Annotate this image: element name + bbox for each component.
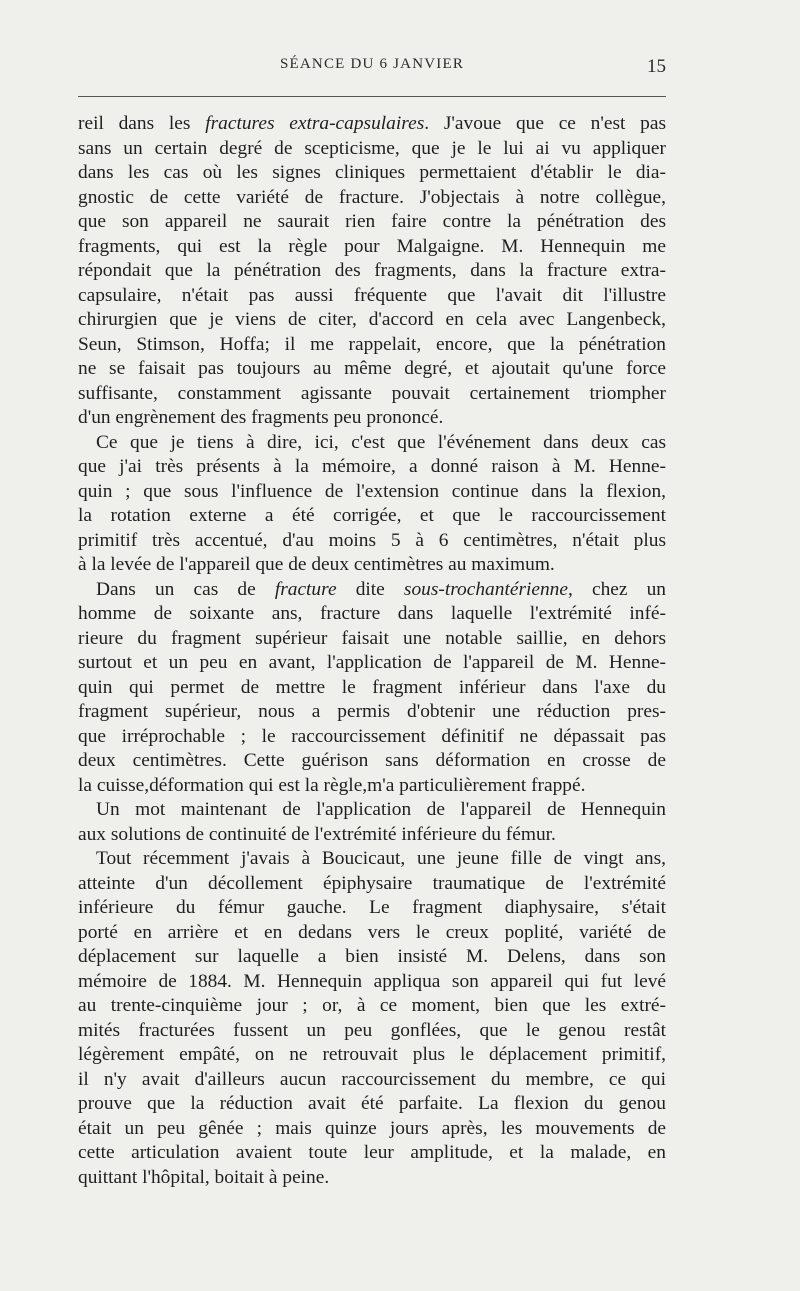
text-segment: la rotation externe a été corrigée, et que le raccourcissement [78, 505, 666, 526]
text-line [78, 1068, 666, 1093]
text-segment: au trente-cinquième jour ; or, à ce moment, bien que les extré- [78, 995, 666, 1016]
text-segment: mémoire de 1884. M. Hennequin appliqua son appareil qui fut levé [78, 970, 666, 992]
text-line [78, 602, 666, 627]
italic-text: fracture [274, 578, 337, 600]
text-line [78, 186, 666, 211]
text-segment: chirurgien que je viens de citer, d'accord en cela avec Langenbeck, [78, 309, 666, 330]
text-line [78, 1117, 666, 1142]
text-line [78, 847, 666, 872]
text-segment: à la levée de l'appareil que de deux centimètres au maximum. [78, 554, 555, 575]
italic-text: sous-trochantérienne [403, 578, 568, 600]
text-segment: gnostic de cette variété de fracture. J'objectais à notre collègue, [78, 186, 666, 208]
page-number: 15 [647, 56, 666, 77]
text-segment: fragment supérieur, nous a permis d'obtenir une réduction pres- [78, 701, 666, 722]
text-segment: aux solutions de continuité de l'extrémité inférieure du fémur. [78, 823, 556, 845]
text-line [78, 382, 666, 407]
text-segment: quittant l'hôpital, boitait à peine. [78, 1166, 330, 1188]
paragraph [78, 847, 666, 1190]
text-segment: deux centimètres. Cette guérison sans déformation en crosse de [78, 750, 666, 771]
text-segment: rieure du fragment supérieur faisait une notable saillie, en dehors [78, 627, 666, 649]
text-line [78, 357, 666, 382]
text-line [78, 651, 666, 676]
italic-text: fractures extra-capsulaires [205, 113, 425, 134]
text-line [78, 259, 666, 284]
text-segment: Un mot maintenant de l'application de l'appareil de Hennequin [96, 799, 666, 820]
text-line [78, 700, 666, 725]
text-segment: Dans un cas de [96, 578, 275, 600]
paragraph [78, 798, 666, 847]
text-segment: fragments, qui est la règle pour Malgaigne. M. Hennequin me [78, 235, 666, 257]
text-segment: homme de soixante ans, fracture dans laquelle l'extrémité infé- [78, 603, 666, 624]
text-segment: déplacement sur laquelle a bien insisté M. Delens, dans son [78, 946, 666, 967]
text-segment: ne se faisait pas toujours au même degré, et ajoutait qu'une force [78, 358, 666, 379]
text-segment: que j'ai très présents à la mémoire, a donné raison à M. Henne- [78, 456, 666, 477]
text-line [78, 137, 666, 162]
text-line [78, 308, 666, 333]
text-line [78, 798, 666, 823]
text-line [78, 774, 666, 799]
text-segment: suffisante, constamment agissante pouvait certainement triompher [78, 382, 666, 404]
text-line [78, 1043, 666, 1068]
text-segment: , chez un [567, 578, 666, 600]
text-segment: surtout et un peu en avant, l'application de l'appareil de M. Henne- [78, 652, 666, 673]
text-line [78, 333, 666, 358]
text-line [78, 406, 666, 431]
text-segment: légèrement empâté, on ne retrouvait plus le déplacement primitif, [78, 1044, 666, 1065]
text-segment: capsulaire, n'était pas aussi fréquente que l'avait dit l'illustre [78, 284, 666, 306]
text-line [78, 945, 666, 970]
text-line [78, 872, 666, 897]
text-line [78, 676, 666, 701]
text-line [78, 480, 666, 505]
text-line [78, 235, 666, 260]
text-line [78, 578, 666, 603]
text-segment: que son appareil ne saurait rien faire contre la pénétration des [78, 211, 666, 232]
text-line [78, 161, 666, 186]
text-line [78, 823, 666, 848]
text-segment: répondait que la pénétration des fragments, dans la fracture extra- [78, 260, 666, 281]
text-segment: que irréprochable ; le raccourcissement définitif ne dépassait pas [78, 725, 666, 747]
running-head: SÉANCE DU 6 JANVIER [279, 56, 465, 72]
text-segment: Tout récemment j'avais à Boucicaut, une jeune fille de vingt ans, [96, 848, 666, 869]
text-line [78, 1141, 666, 1166]
text-segment: dite [336, 578, 404, 600]
text-segment: la cuisse,déformation qui est la règle,m'a particulièrement frappé. [78, 774, 586, 796]
text-line [78, 725, 666, 750]
paragraph [78, 578, 666, 799]
body-text [78, 112, 666, 1190]
text-line [78, 749, 666, 774]
text-segment: mités fracturées fussent un peu gonflées, que le genou restât [78, 1019, 666, 1041]
text-line [78, 210, 666, 235]
text-segment: Seun, Stimson, Hoffa; il me rappelait, encore, que la pénétration [78, 333, 666, 355]
text-line [78, 1166, 666, 1191]
text-line [78, 1092, 666, 1117]
text-segment: cette articulation avaient toute leur amplitude, et la malade, en [78, 1142, 666, 1163]
text-segment: inférieure du fémur gauche. Le fragment diaphysaire, s'était [78, 897, 666, 918]
text-line [78, 504, 666, 529]
text-segment: quin qui permet de mettre le fragment inférieur dans l'axe du [78, 676, 666, 698]
text-segment: il n'y avait d'ailleurs aucun raccourcissement du membre, ce qui [78, 1068, 666, 1090]
text-segment: sans un certain degré de scepticisme, que je le lui ai vu appliquer [78, 137, 666, 159]
text-segment: porté en arrière et en dedans vers le creux poplité, variété de [78, 921, 666, 943]
text-segment: était un peu gênée ; mais quinze jours après, les mouvements de [78, 1117, 666, 1139]
text-line [78, 627, 666, 652]
text-segment: . J'avoue que ce n'est pas [424, 113, 666, 134]
text-segment: primitif très accentué, d'au moins 5 à 6 centimètres, n'était plus [78, 529, 666, 551]
text-line [78, 553, 666, 578]
page-header [78, 56, 666, 86]
text-line [78, 921, 666, 946]
text-line [78, 896, 666, 921]
text-line [78, 994, 666, 1019]
text-line [78, 1019, 666, 1044]
text-line [78, 112, 666, 137]
text-segment: quin ; que sous l'influence de l'extension continue dans la flexion, [78, 480, 666, 502]
paragraph [78, 112, 666, 431]
text-segment: Ce que je tiens à dire, ici, c'est que l'événement dans deux cas [96, 431, 666, 453]
text-segment: reil dans les [78, 113, 206, 134]
paragraph [78, 431, 666, 578]
header-rule [78, 96, 666, 97]
text-line [78, 284, 666, 309]
text-segment: d'un engrènement des fragments peu prononcé. [78, 407, 444, 428]
text-line [78, 970, 666, 995]
text-segment: prouve que la réduction avait été parfaite. La flexion du genou [78, 1093, 666, 1114]
text-line [78, 529, 666, 554]
text-segment: atteinte d'un décollement épiphysaire traumatique de l'extrémité [78, 872, 666, 894]
text-line [78, 455, 666, 480]
text-line [78, 431, 666, 456]
text-segment: dans les cas où les signes cliniques permettaient d'établir le dia- [78, 162, 666, 183]
